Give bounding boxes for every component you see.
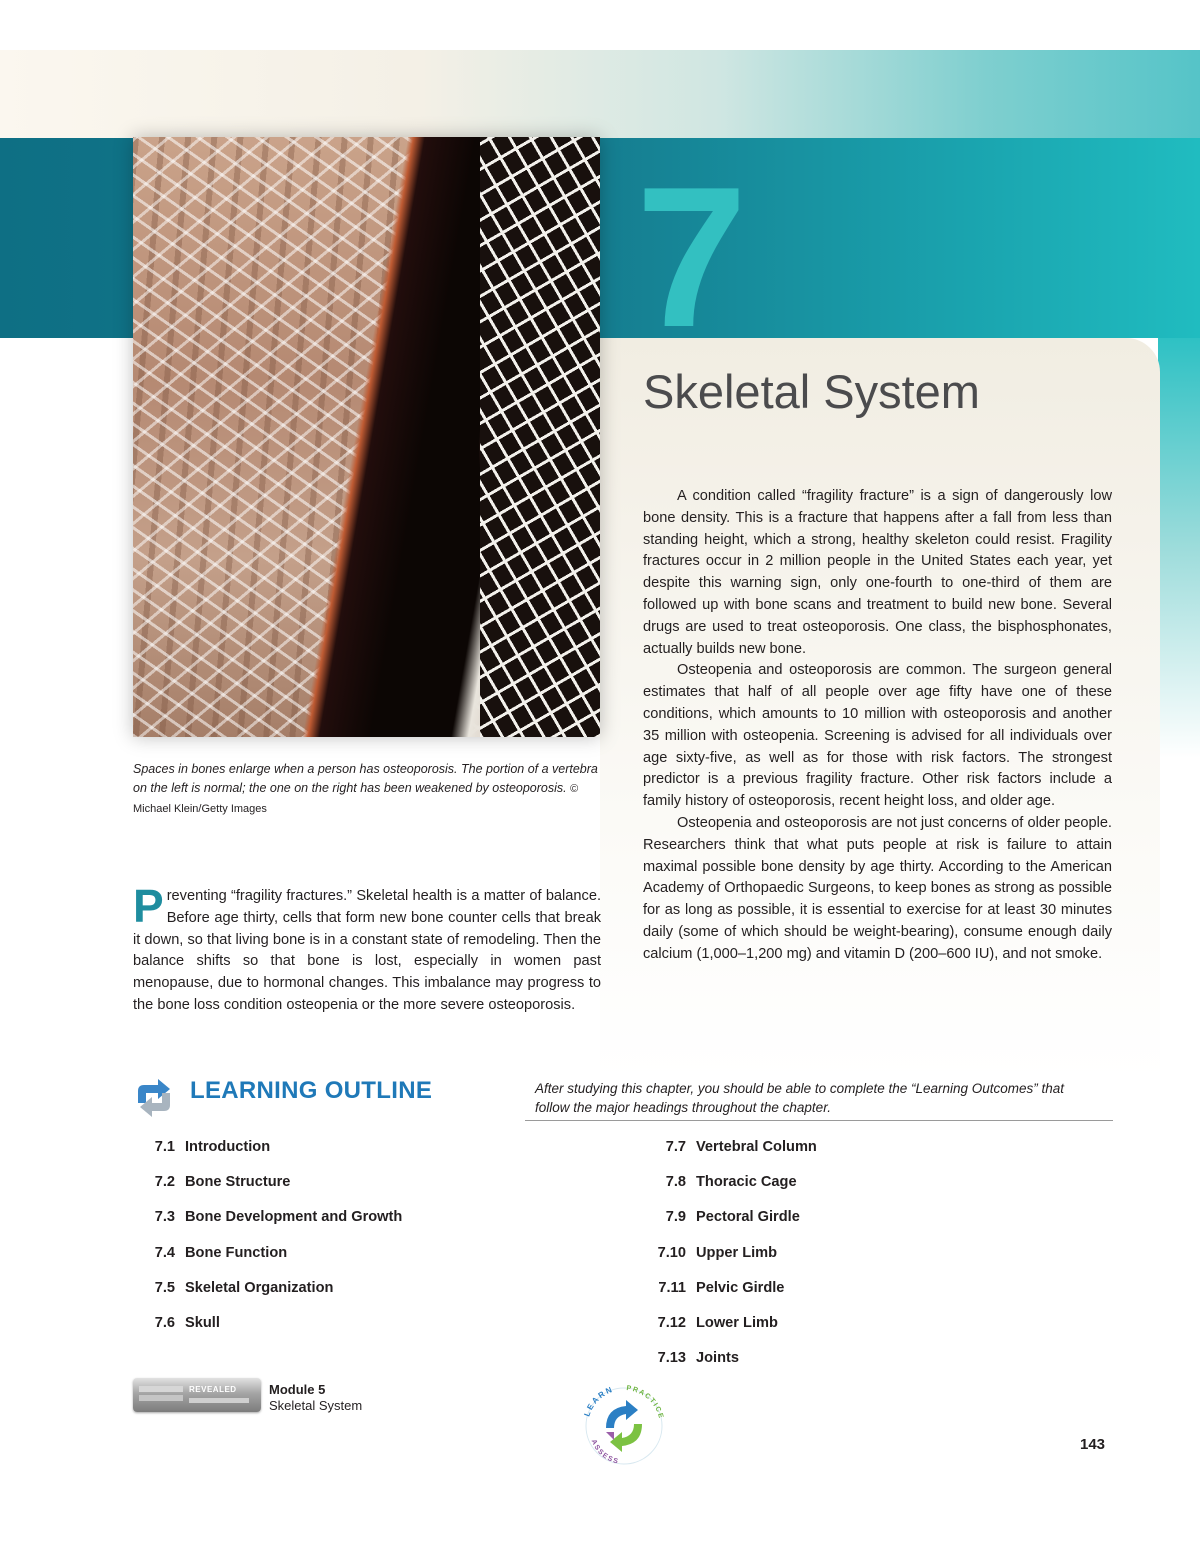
logo-word: PRACTICE xyxy=(625,1385,665,1421)
outline-number: 7.7 xyxy=(665,1139,686,1155)
intro-text: reventing “fragility fractures.” Skeletal health is a matter of balance. Before age thirty, cells that form new bone counter cells that break it down, so that living bone is in a constant state of remodeling. Then the balance shifts so that bone is lost, especially in women past menopause, due to hormonal changes. This imbalance may progress to the bone loss condition osteopenia or the more severe osteoporosis. xyxy=(133,888,601,1013)
outline-item[interactable] xyxy=(133,1243,402,1278)
outline-number: 7.2 xyxy=(154,1174,175,1191)
outline-label: Lower Limb xyxy=(696,1314,778,1331)
outline-number: 7.9 xyxy=(665,1209,686,1226)
module-label: Module 5 xyxy=(269,1382,326,1397)
outline-number: 7.13 xyxy=(657,1350,686,1367)
outline-label: Skull xyxy=(185,1314,220,1331)
outline-item[interactable] xyxy=(640,1243,817,1278)
outline-number: 7.8 xyxy=(665,1174,686,1191)
chapter-number: 7 xyxy=(636,146,744,369)
page-number: 143 xyxy=(1080,1436,1106,1453)
learn-practice-assess-logo xyxy=(576,1378,672,1474)
outline-label: Bone Function xyxy=(185,1244,288,1261)
body-paragraph: Osteopenia and osteoporosis are not just concerns of older people. Researchers think that what puts people at risk is failure to attain maximal possible bone density by age thirty. According to the American Academy of Orthopaedic Surgeons, to keep bones as strong as possible for as long as possible, it is essential to exercise for at least 30 minutes daily (some of which should be weight-bearing), consume enough daily calcium (1,000–1,200 mg) and vitamin D (200–600 IU), and not smoke. xyxy=(643,814,1112,962)
chapter-title: Skeletal System xyxy=(643,365,980,418)
intro-paragraph xyxy=(133,880,601,1017)
outline-item[interactable] xyxy=(640,1172,817,1207)
header-gradient xyxy=(0,50,1200,138)
outline-list-left xyxy=(133,1137,402,1348)
outline-label: Skeletal Organization xyxy=(185,1279,334,1296)
photo-credit: © Michael Klein/Getty Images xyxy=(133,783,579,815)
dropcap: P xyxy=(133,880,164,932)
outline-item[interactable] xyxy=(133,1313,402,1348)
outline-item[interactable] xyxy=(640,1313,817,1348)
outline-label: Introduction xyxy=(185,1139,271,1155)
page-edge-strip xyxy=(1158,338,1200,758)
outline-number: 7.11 xyxy=(658,1279,686,1296)
caption-text: Spaces in bones enlarge when a person has osteoporosis. The portion of a vertebra on the left is normal; the one on the right has been weakened by osteoporosis. xyxy=(133,762,598,795)
outline-item[interactable] xyxy=(133,1278,402,1313)
body-paragraph: Osteopenia and osteoporosis are common. The surgeon general estimates that half of all people over age fifty have one of these conditions, which amounts to 10 million with osteoporosis and another 35 million with osteopenia. Screening is advised for all individuals over age sixty-five, as well as for those with risk factors. The strongest predictor is a previous fragility fracture. Other risk factors include a family history of osteoporosis, recent height loss, and older age. xyxy=(643,662,1112,810)
module-subtitle: Skeletal System xyxy=(269,1398,363,1413)
outline-label: Pectoral Girdle xyxy=(696,1209,800,1226)
outline-number: 7.12 xyxy=(657,1314,686,1331)
outline-label: Joints xyxy=(696,1350,739,1367)
learning-outline-title: LEARNING OUTLINE xyxy=(190,1077,433,1104)
outline-label: Pelvic Girdle xyxy=(696,1279,785,1296)
outline-number: 7.1 xyxy=(154,1139,175,1155)
outline-number: 7.10 xyxy=(657,1244,686,1261)
photo-caption xyxy=(133,760,603,819)
outline-number: 7.3 xyxy=(154,1209,175,1226)
outline-number: 7.4 xyxy=(154,1244,175,1261)
osteoporotic-bone-region xyxy=(480,137,600,737)
outline-label: Upper Limb xyxy=(696,1244,778,1261)
anatomy-revealed-badge[interactable] xyxy=(133,1378,261,1412)
outline-item[interactable] xyxy=(640,1278,817,1313)
badge-stripe xyxy=(139,1386,183,1392)
outline-label: Thoracic Cage xyxy=(696,1174,797,1191)
outline-label: Bone Development and Growth xyxy=(185,1209,403,1226)
badge-stripe xyxy=(139,1395,183,1401)
body-paragraph: A condition called “fragility fracture” is a sign of dangerously low bone density. This is a fracture that happens after a fall from less than standing height, which a strong, healthy skeleton could resist. Fragility fractures occur in 2 million people in the United States each year, yet despite this warning sign, only one-fourth to one-third of them are followed up with bone scans and treatment to build new bone. Several drugs are used to treat osteoporosis. One class, the bisphosphonates, actually builds new bone. xyxy=(643,488,1112,657)
badge-text: REVEALED xyxy=(189,1385,237,1394)
logo-word: LEARN xyxy=(582,1384,615,1418)
osteoporosis-photo xyxy=(133,137,600,737)
outline-list-right xyxy=(640,1137,817,1383)
logo-word: ASSESS xyxy=(589,1438,620,1466)
outline-item[interactable] xyxy=(133,1207,402,1242)
badge-stripe xyxy=(189,1398,249,1403)
outline-label: Bone Structure xyxy=(185,1174,291,1191)
learning-outline-icon xyxy=(130,1073,178,1121)
outline-number: 7.5 xyxy=(154,1279,175,1296)
divider xyxy=(525,1120,1113,1121)
outline-item[interactable] xyxy=(640,1137,817,1172)
body-column xyxy=(643,486,1112,966)
outline-label: Vertebral Column xyxy=(696,1139,817,1155)
learning-outline-note: After studying this chapter, you should be able to complete the “Learning Outcomes” that follow the major headings throughout the chapter. xyxy=(535,1081,1065,1115)
outline-item[interactable] xyxy=(133,1137,402,1172)
outline-item[interactable] xyxy=(640,1207,817,1242)
outline-number: 7.6 xyxy=(154,1314,175,1331)
outline-item[interactable] xyxy=(133,1172,402,1207)
